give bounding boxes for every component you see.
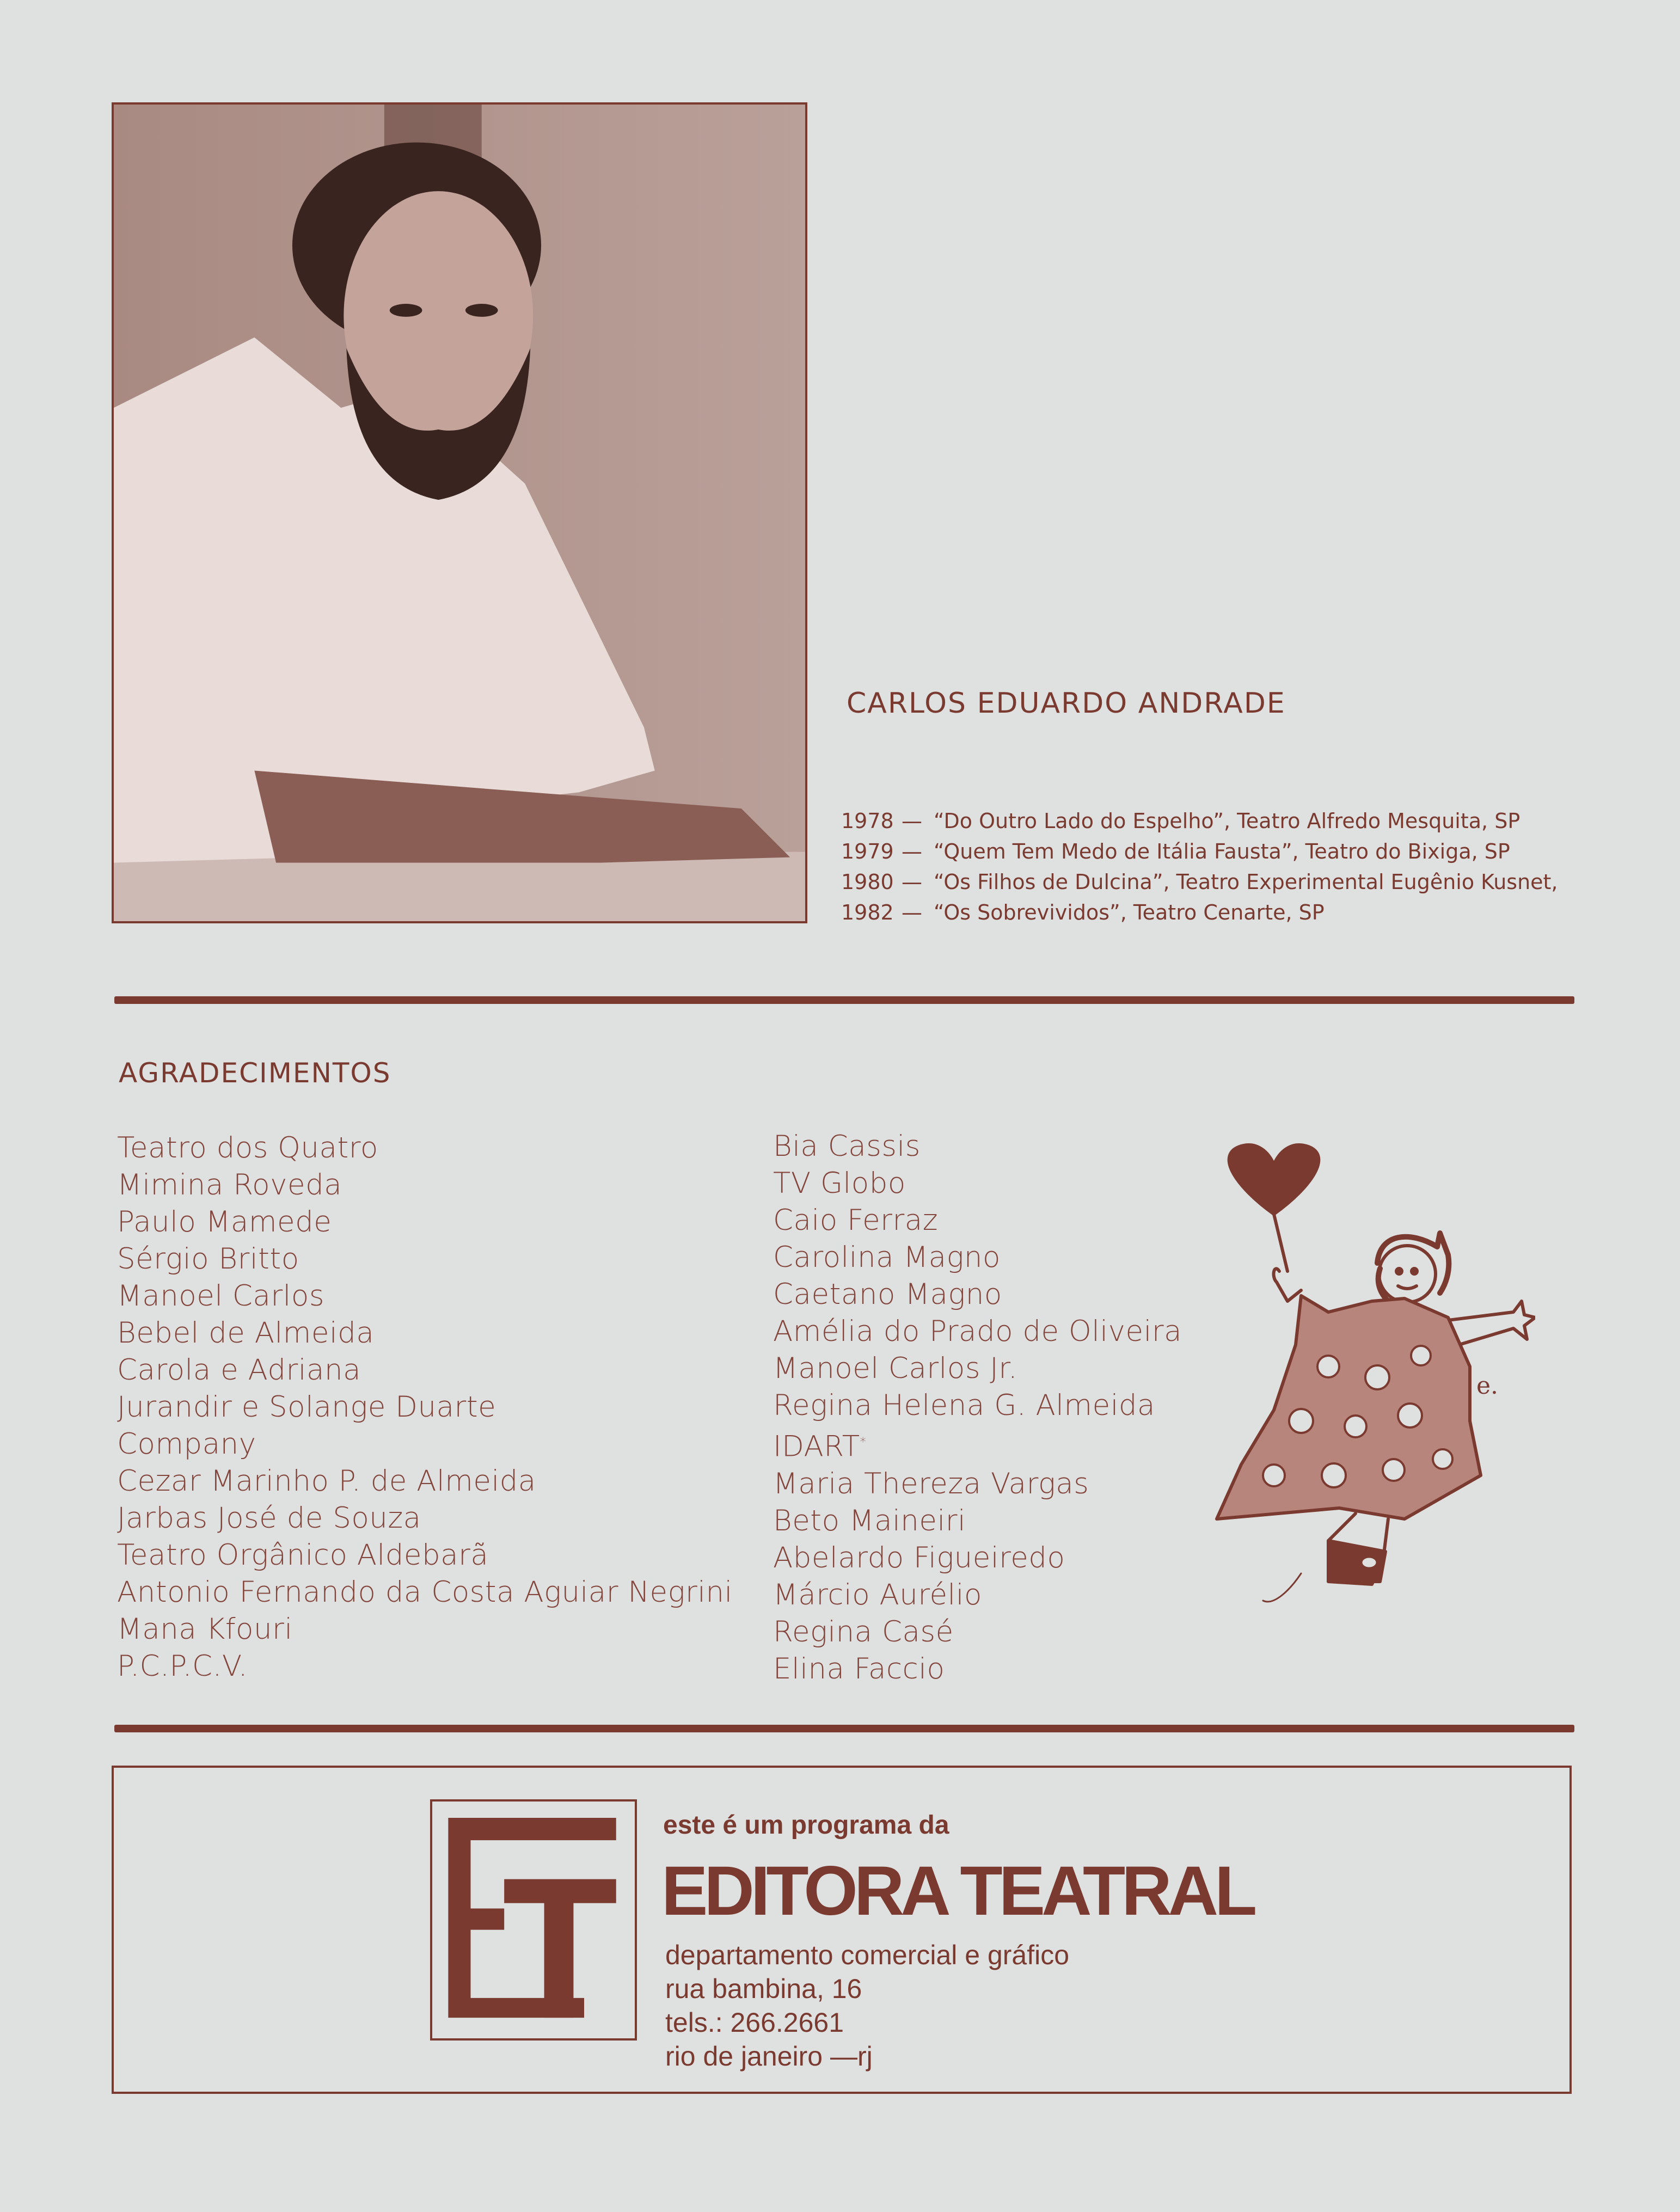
thanks-item: Amélia do Prado de Oliveira (773, 1315, 1182, 1348)
thanks-item-idart (773, 1424, 1182, 1466)
credits-list (841, 806, 1558, 928)
bio-name: CARLOS EDUARDO ANDRADE (847, 687, 1286, 720)
thanks-item: Cezar Marinho P. de Almeida (117, 1465, 536, 1498)
publisher-phone: tels.: 266.2661 (665, 2007, 844, 2038)
thanks-heading: AGRADECIMENTOS (119, 1057, 391, 1089)
thanks-item: P.C.P.C.V. (117, 1650, 248, 1683)
thanks-item: Teatro Orgânico Aldebarã (117, 1539, 489, 1572)
thanks-item: Sérgio Britto (117, 1242, 299, 1276)
credit-text: “Os Filhos de Dulcina”, Teatro Experimental Eugênio Kusnet, (934, 870, 1558, 894)
thanks-item: Abelardo Figueiredo (773, 1541, 1065, 1574)
thanks-item: Regina Casé (773, 1615, 954, 1649)
thanks-item: Caetano Magno (773, 1278, 1002, 1311)
asterisk-mark: * (860, 1436, 867, 1449)
publisher-name: EDITORA TEATRAL (661, 1852, 1254, 1930)
credit-year: 1979 (841, 840, 894, 863)
thanks-item: Company (117, 1427, 256, 1461)
credit-year: 1980 (841, 870, 894, 894)
thanks-item: Regina Helena G. Almeida (773, 1389, 1156, 1422)
thanks-item: Mana Kfouri (117, 1613, 293, 1646)
publisher-address: rua bambina, 16 (665, 1974, 862, 2004)
thanks-item: TV Globo (773, 1167, 906, 1200)
thanks-item: Teatro dos Quatro (117, 1131, 378, 1165)
publisher-contact (665, 1938, 1069, 2073)
credit-text: “Os Sobrevividos”, Teatro Cenarte, SP (934, 900, 1325, 924)
credit-year: 1978 (841, 809, 894, 833)
thanks-item: Mimina Roveda (117, 1168, 342, 1202)
thanks-item: Caio Ferraz (773, 1204, 939, 1237)
thanks-list-left (117, 1130, 733, 1685)
publisher-department: departamento comercial e gráfico (665, 1940, 1070, 1970)
thanks-item: Jurandir e Solange Duarte (117, 1390, 496, 1424)
credit-text: “Do Outro Lado do Espelho”, Teatro Alfredo Mesquita, SP (934, 809, 1520, 833)
thanks-item: Carolina Magno (773, 1241, 1001, 1274)
thanks-item: Manoel Carlos Jr. (773, 1352, 1018, 1385)
program-intro: este é um programa da (663, 1811, 949, 1840)
thanks-item: IDART (773, 1430, 860, 1463)
editora-teatral-logo (430, 1799, 637, 2041)
divider-rule-bottom (114, 1725, 1574, 1732)
thanks-item: Paulo Mamede (117, 1205, 332, 1239)
thanks-item: Bebel de Almeida (117, 1316, 375, 1350)
credit-dash: — (902, 900, 922, 924)
thanks-item: Antonio Fernando da Costa Aguiar Negrini (117, 1576, 733, 1609)
thanks-item: Elina Faccio (773, 1652, 945, 1686)
credit-year: 1982 (841, 900, 894, 924)
thanks-item: Bia Cassis (773, 1130, 921, 1163)
credit-row (841, 867, 1558, 897)
thanks-item: Carola e Adriana (117, 1353, 361, 1387)
thanks-item: Beto Maineiri (773, 1504, 966, 1537)
girl-with-balloon-drawing (1165, 1138, 1535, 1622)
portrait-photo (112, 102, 807, 923)
thanks-item: Jarbas José de Souza (117, 1502, 421, 1535)
credit-dash: — (902, 840, 922, 863)
thanks-list-right (773, 1128, 1182, 1688)
credit-row (841, 897, 1558, 928)
publisher-city: rio de janeiro —rj (665, 2041, 873, 2072)
credit-dash: — (902, 809, 922, 833)
drawing-signature: e. (1476, 1372, 1499, 1400)
thanks-item: Maria Thereza Vargas (773, 1467, 1089, 1500)
divider-rule-top (114, 996, 1574, 1004)
thanks-item: Manoel Carlos (117, 1279, 324, 1313)
credit-row (841, 806, 1558, 836)
credit-row (841, 836, 1558, 867)
credit-text: “Quem Tem Medo de Itália Fausta”, Teatro do Bixiga, SP (934, 840, 1510, 863)
thanks-item: Márcio Aurélio (773, 1578, 982, 1611)
credit-dash: — (902, 870, 922, 894)
